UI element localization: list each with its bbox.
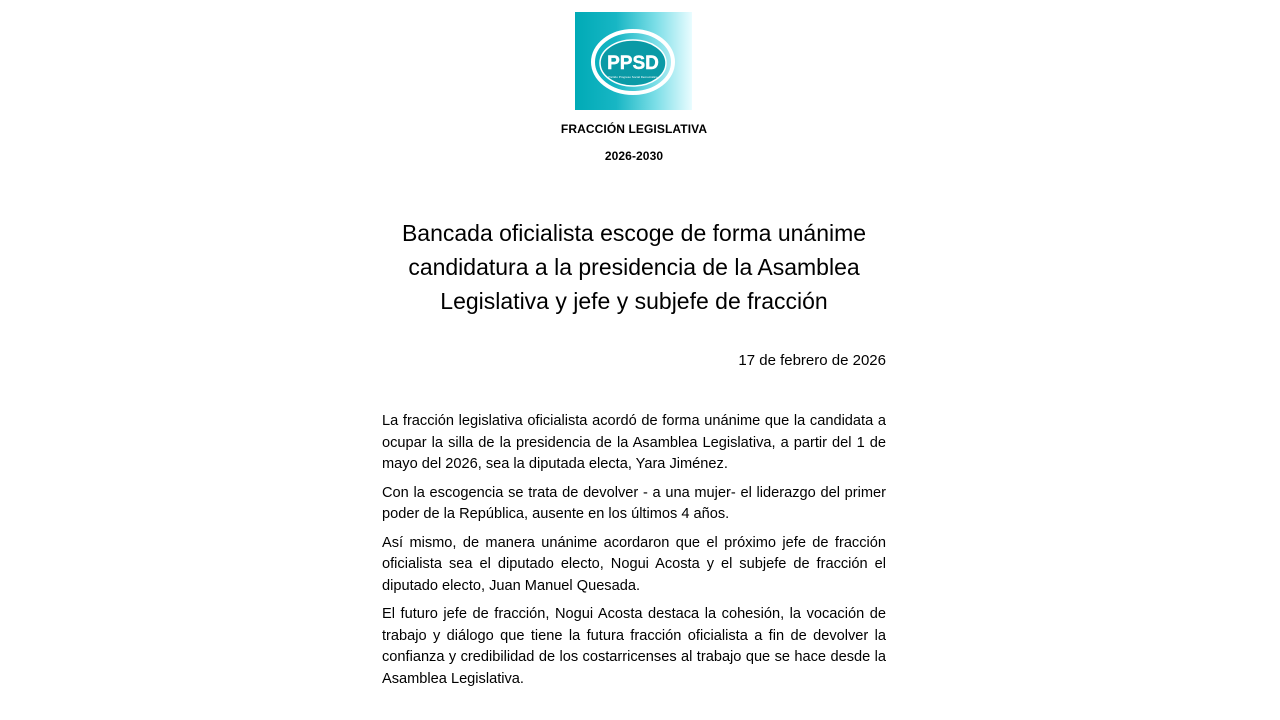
paragraph: El futuro jefe de fracción, Nogui Acosta destaca la cohesión, la vocación de trabajo y diálogo que tiene la futura fracción oficialista a fin de devolver la confianza y credibilidad de los costarricenses al trabajo que se hace desde la Asamblea Legislativa.	[382, 606, 886, 687]
headline: Bancada oficialista escoge de forma unánime candidatura a la presidencia de la Asamblea Legislativa y jefe y subjefe de fracción	[401, 220, 867, 314]
article-body	[382, 411, 886, 697]
logo-tagline: Partido Progreso Social Democrático	[608, 75, 658, 79]
release-date: 17 de febrero de 2026	[738, 352, 886, 369]
logo-lettering: PPSD	[607, 53, 659, 74]
paragraph: La fracción legislativa oficialista acordó de forma unánime que la candidata a ocupar la silla de la presidencia de la Asamblea Legislativa, a partir del 1 de mayo del 2026, sea la diputada electa, Yara Jiménez.	[382, 413, 886, 472]
party-logo	[575, 12, 692, 110]
paragraph: Con la escogencia se trata de devolver - a una mujer- el liderazgo del primer poder de la República, ausente en los últimos 4 años.	[382, 484, 886, 522]
org-title: FRACCIÓN LEGISLATIVA	[560, 122, 708, 136]
org-period: 2026-2030	[604, 149, 664, 163]
party-logo-graphic	[575, 12, 692, 110]
paragraph: Así mismo, de manera unánime acordaron que el próximo jefe de fracción oficialista sea el diputado electo, Nogui Acosta y el subjefe de fracción el diputado electo, Juan Manuel Quesada.	[382, 534, 886, 594]
